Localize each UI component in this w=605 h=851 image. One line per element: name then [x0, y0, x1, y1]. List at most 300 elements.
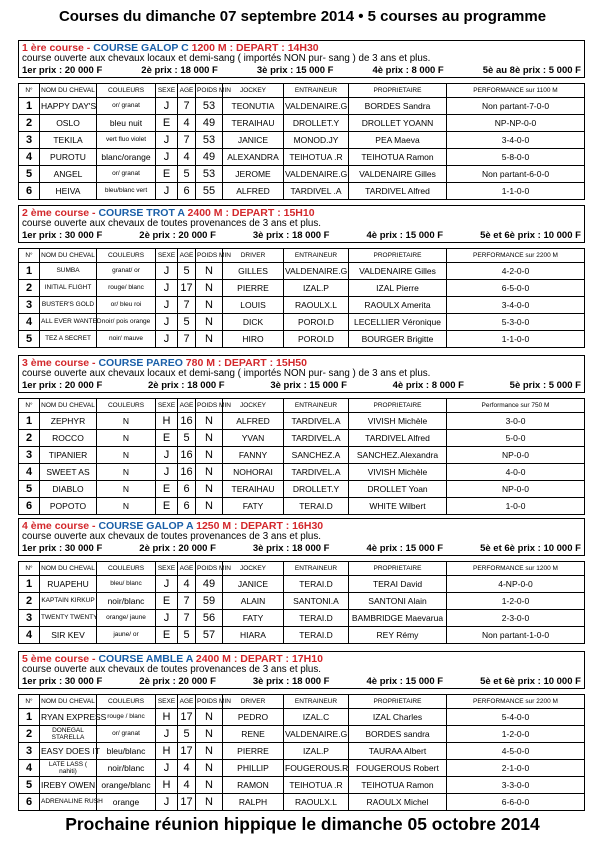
prize-item: 2è prix : 20 000 F [139, 675, 216, 687]
min-weight: N [196, 725, 223, 742]
runners-table [18, 561, 585, 644]
age: 7 [178, 609, 196, 626]
prize-item: 5è et 6è prix : 10 000 F [480, 675, 581, 687]
age: 17 [178, 793, 196, 810]
silks-colors: noir/blanc [97, 759, 156, 776]
trainer: TERAI.D [284, 626, 349, 643]
owner: SANCHEZ.Alexandra [349, 446, 447, 463]
prize-item: 3è prix : 15 000 F [270, 379, 347, 391]
performance: 5-8-0-0 [447, 148, 585, 165]
prize-item: 4è prix : 8 000 F [372, 64, 444, 76]
trainer: TERAI.D [284, 609, 349, 626]
prize-item: 2è prix : 18 000 F [148, 379, 225, 391]
prize-list [22, 543, 581, 554]
age: 5 [178, 313, 196, 330]
prize-item: 1er prix : 20 000 F [22, 379, 103, 391]
prize-item: 4è prix : 8 000 F [392, 379, 464, 391]
rider: JEROME [223, 165, 284, 182]
column-header: AGE [178, 83, 196, 97]
column-header: COULEURS [97, 248, 156, 262]
horse-name: KAPTAIN KIRKUP [40, 592, 97, 609]
trainer: POROI.D [284, 330, 349, 347]
prize-list [22, 65, 581, 76]
runner-number: 2 [19, 592, 40, 609]
race-title: 3 ème course - COURSE PAREO 780 M : DEPART : 15H50 [22, 357, 307, 369]
trainer: DROLLET.Y [284, 480, 349, 497]
min-weight: N [196, 296, 223, 313]
min-weight: N [196, 742, 223, 759]
runner-number: 4 [19, 313, 40, 330]
performance: 4-5-0-0 [447, 742, 585, 759]
table-row [19, 708, 585, 725]
min-weight: 57 [196, 626, 223, 643]
performance: 1-2-0-0 [447, 725, 585, 742]
race-number: 5 ème course [22, 653, 90, 665]
rider: FANNY [223, 446, 284, 463]
race-distance-start: 1250 M : DEPART : 16H30 [196, 520, 324, 532]
horse-name: DIABLO [40, 480, 97, 497]
sex: J [156, 182, 178, 199]
race-number: 2 ème course [22, 207, 90, 219]
owner: BAMBRIDGE Maevarua [349, 609, 447, 626]
prize-item: 5è et 6è prix : 10 000 F [480, 229, 581, 241]
column-header: AGE [178, 694, 196, 708]
horse-name: ANGEL [40, 165, 97, 182]
min-weight: N [196, 759, 223, 776]
performance: 6-5-0-0 [447, 279, 585, 296]
runner-number: 1 [19, 97, 40, 114]
age: 5 [178, 165, 196, 182]
sex: H [156, 412, 178, 429]
sex: J [156, 279, 178, 296]
age: 6 [178, 497, 196, 514]
silks-colors: jaune/ or [97, 626, 156, 643]
trainer: TEIHOTUA .R [284, 776, 349, 793]
column-header: PROPRIETAIRE [349, 398, 447, 412]
runner-number: 3 [19, 296, 40, 313]
performance: 4-2-0-0 [447, 262, 585, 279]
prize-item: 3è prix : 18 000 F [252, 229, 330, 241]
runner-number: 5 [19, 165, 40, 182]
column-header: POIDS MIN [196, 248, 223, 262]
silks-colors: rouge / blanc [97, 708, 156, 725]
performance: 1-1-0-0 [447, 330, 585, 347]
age: 7 [178, 97, 196, 114]
rider: NOHORAI [223, 463, 284, 480]
trainer: POROI.D [284, 313, 349, 330]
column-header: PROPRIETAIRE [349, 694, 447, 708]
column-header: SEXE [156, 694, 178, 708]
column-header: N° [19, 694, 40, 708]
silks-colors: N [97, 480, 156, 497]
trainer: RAOULX.L [284, 296, 349, 313]
rider: TERAIHAU [223, 480, 284, 497]
silks-colors: blanc/orange [97, 148, 156, 165]
table-row [19, 279, 585, 296]
trainer: TARDIVEL.A [284, 412, 349, 429]
age: 7 [178, 330, 196, 347]
rider: RENE [223, 725, 284, 742]
rider: ALFRED [223, 412, 284, 429]
owner: IZAL Pierre [349, 279, 447, 296]
owner: REY Rémy [349, 626, 447, 643]
horse-name: HAPPY DAY'S [40, 97, 97, 114]
age: 6 [178, 182, 196, 199]
column-header: PROPRIETAIRE [349, 83, 447, 97]
silks-colors: bleu/blanc [97, 742, 156, 759]
race-title: 4 ème course - COURSE GALOP A 1250 M : DEPART : 16H30 [22, 520, 324, 532]
horse-name: EASY DOES IT [40, 742, 97, 759]
owner: TERAI David [349, 575, 447, 592]
sex: J [156, 793, 178, 810]
rider: HIARA [223, 626, 284, 643]
silks-colors: N [97, 446, 156, 463]
sex: J [156, 330, 178, 347]
trainer: TARDIVEL .A [284, 182, 349, 199]
page-title: Courses du dimanche 07 septembre 2014 • 5 courses au programme [58, 8, 547, 25]
trainer: TARDIVEL.A [284, 463, 349, 480]
owner: VALDENAIRE Gilles [349, 262, 447, 279]
runner-number: 5 [19, 480, 40, 497]
performance: 4-NP-0-0 [447, 575, 585, 592]
race-header [18, 205, 585, 243]
column-header: COULEURS [97, 694, 156, 708]
rider: JANICE [223, 131, 284, 148]
trainer: VALDENAIRE.G [284, 165, 349, 182]
min-weight: 55 [196, 182, 223, 199]
horse-name: PUROTU [40, 148, 97, 165]
owner: TAURAA Albert [349, 742, 447, 759]
prize-item: 4è prix : 15 000 F [366, 542, 444, 554]
age: 17 [178, 708, 196, 725]
silks-colors: granat/ or [97, 262, 156, 279]
silks-colors: noir/blanc [97, 592, 156, 609]
owner: FOUGEROUS Robert [349, 759, 447, 776]
performance: 6-6-0-0 [447, 793, 585, 810]
rider: HIRO [223, 330, 284, 347]
owner: SANTONI Alain [349, 592, 447, 609]
runner-number: 2 [19, 114, 40, 131]
horse-name: SUMBA [40, 262, 97, 279]
prize-item: 3è prix : 15 000 F [256, 64, 334, 76]
rider: PIERRE [223, 279, 284, 296]
owner: VIVISH Michèle [349, 463, 447, 480]
table-header-row [19, 398, 585, 412]
trainer: TEIHOTUA .R [284, 148, 349, 165]
prize-item: 5è prix : 5 000 F [509, 379, 581, 391]
trainer: IZAL.P [284, 742, 349, 759]
horse-name: TEKILA [40, 131, 97, 148]
sex: H [156, 708, 178, 725]
race-distance-start: 2400 M : DEPART : 17H10 [195, 653, 323, 665]
trainer: VALDENAIRE.G [284, 97, 349, 114]
horse-name: TWENTY TWENTY [40, 609, 97, 626]
column-header: POIDS MIN [196, 561, 223, 575]
trainer: VALDENAIRE.G [284, 262, 349, 279]
race-conditions: course ouverte aux chevaux de toutes provenances de 3 ans et plus. [22, 531, 321, 542]
sex: E [156, 626, 178, 643]
performance: 5-3-0-0 [447, 313, 585, 330]
age: 7 [178, 592, 196, 609]
owner: DROLLET Yoan [349, 480, 447, 497]
sex: J [156, 759, 178, 776]
min-weight: N [196, 412, 223, 429]
table-row [19, 592, 585, 609]
min-weight: 49 [196, 148, 223, 165]
prize-item: 1er prix : 20 000 F [22, 64, 103, 76]
rider: YVAN [223, 429, 284, 446]
table-row [19, 626, 585, 643]
age: 4 [178, 148, 196, 165]
column-header: Performance sur 750 M [447, 398, 585, 412]
horse-name: HEIVA [40, 182, 97, 199]
silks-colors: noir/ mauve [97, 330, 156, 347]
table-row [19, 575, 585, 592]
runner-number: 2 [19, 429, 40, 446]
performance: Non partant-1-0-0 [447, 626, 585, 643]
column-header: DRIVER [223, 694, 284, 708]
sex: J [156, 262, 178, 279]
table-row [19, 313, 585, 330]
race-section [18, 518, 585, 644]
table-row [19, 742, 585, 759]
horse-name: OSLO [40, 114, 97, 131]
rider: PHILLIP [223, 759, 284, 776]
race-header [18, 518, 585, 556]
prize-item: 2è prix : 20 000 F [139, 542, 216, 554]
performance: 2-3-0-0 [447, 609, 585, 626]
table-row [19, 148, 585, 165]
sex: J [156, 97, 178, 114]
sex: J [156, 575, 178, 592]
race-name: COURSE TROT A [98, 207, 185, 219]
runner-number: 1 [19, 575, 40, 592]
column-header: NOM DU CHEVAL [40, 561, 97, 575]
column-header: NOM DU CHEVAL [40, 248, 97, 262]
sex: J [156, 725, 178, 742]
owner: TEIHOTUA Ramon [349, 776, 447, 793]
silks-colors: N [97, 429, 156, 446]
age: 4 [178, 114, 196, 131]
sex: E [156, 497, 178, 514]
trainer: IZAL.C [284, 708, 349, 725]
performance: 3-3-0-0 [447, 776, 585, 793]
runners-table [18, 398, 585, 515]
sex: J [156, 296, 178, 313]
column-header: SEXE [156, 561, 178, 575]
horse-name: INITIAL FLIGHT [40, 279, 97, 296]
sex: J [156, 609, 178, 626]
owner: WHITE Wilbert [349, 497, 447, 514]
runner-number: 1 [19, 262, 40, 279]
prize-item: 1er prix : 30 000 F [22, 675, 103, 687]
column-header: SEXE [156, 83, 178, 97]
age: 4 [178, 759, 196, 776]
table-row [19, 429, 585, 446]
performance: 1-1-0-0 [447, 182, 585, 199]
column-header: ENTRAINEUR [284, 83, 349, 97]
table-row [19, 330, 585, 347]
min-weight: N [196, 776, 223, 793]
rider: RAMON [223, 776, 284, 793]
runner-number: 4 [19, 626, 40, 643]
age: 4 [178, 575, 196, 592]
silks-colors: orange/ jaune [97, 609, 156, 626]
table-row [19, 776, 585, 793]
rider: PEDRO [223, 708, 284, 725]
performance: NP-0-0 [447, 446, 585, 463]
column-header: COULEURS [97, 83, 156, 97]
column-header: POIDS MIN [196, 83, 223, 97]
runner-number: 6 [19, 497, 40, 514]
column-header: COULEURS [97, 561, 156, 575]
horse-name: ALL EVER WANTED [40, 313, 97, 330]
table-row [19, 463, 585, 480]
age: 16 [178, 446, 196, 463]
runner-number: 3 [19, 742, 40, 759]
column-header: AGE [178, 398, 196, 412]
age: 5 [178, 725, 196, 742]
min-weight: 49 [196, 114, 223, 131]
silks-colors: or/ bleu roi [97, 296, 156, 313]
silks-colors: or/ granat [97, 97, 156, 114]
performance: 2-1-0-0 [447, 759, 585, 776]
race-distance-start: 2400 M : DEPART : 15H10 [187, 207, 315, 219]
age: 16 [178, 412, 196, 429]
min-weight: 56 [196, 609, 223, 626]
prize-item: 1er prix : 30 000 F [22, 542, 103, 554]
table-row [19, 182, 585, 199]
performance: 1-2-0-0 [447, 592, 585, 609]
silks-colors: or/ granat [97, 165, 156, 182]
column-header: ENTRAINEUR [284, 561, 349, 575]
column-header: AGE [178, 248, 196, 262]
horse-name: SWEET AS [40, 463, 97, 480]
owner: VALDENAIRE Gilles [349, 165, 447, 182]
race-header [18, 40, 585, 78]
runner-number: 1 [19, 412, 40, 429]
min-weight: N [196, 313, 223, 330]
horse-name: TIPANIER [40, 446, 97, 463]
horse-name: ADRENALINE RUSH [40, 793, 97, 810]
trainer: DROLLET.Y [284, 114, 349, 131]
min-weight: 49 [196, 575, 223, 592]
column-header: NOM DU CHEVAL [40, 694, 97, 708]
prize-item: 1er prix : 30 000 F [22, 229, 103, 241]
owner: BOURGER Brigitte [349, 330, 447, 347]
prize-list [22, 676, 581, 687]
min-weight: N [196, 463, 223, 480]
rider: ALAIN [223, 592, 284, 609]
silks-colors: orange [97, 793, 156, 810]
column-header: DRIVER [223, 248, 284, 262]
min-weight: N [196, 330, 223, 347]
min-weight: N [196, 793, 223, 810]
prize-item: 5è et 6è prix : 10 000 F [480, 542, 581, 554]
performance: 1-0-0 [447, 497, 585, 514]
sex: E [156, 429, 178, 446]
rider: JANICE [223, 575, 284, 592]
rider: FATY [223, 609, 284, 626]
column-header: ENTRAINEUR [284, 398, 349, 412]
runners-table [18, 694, 585, 811]
rider: TERAIHAU [223, 114, 284, 131]
runner-number: 2 [19, 279, 40, 296]
silks-colors: rouge/ blanc [97, 279, 156, 296]
prize-item: 4è prix : 15 000 F [366, 675, 444, 687]
age: 7 [178, 131, 196, 148]
prize-item: 3è prix : 18 000 F [252, 675, 330, 687]
runners-table [18, 248, 585, 348]
table-row [19, 412, 585, 429]
rider: PIERRE [223, 742, 284, 759]
min-weight: N [196, 279, 223, 296]
trainer: RAOULX.L [284, 793, 349, 810]
performance: 3-4-0-0 [447, 296, 585, 313]
table-row [19, 497, 585, 514]
owner: BORDES sandra [349, 725, 447, 742]
table-row [19, 296, 585, 313]
rider: LOUIS [223, 296, 284, 313]
table-header-row [19, 83, 585, 97]
column-header: PERFORMANCE sur 2200 M [447, 694, 585, 708]
column-header: NOM DU CHEVAL [40, 398, 97, 412]
rider: FATY [223, 497, 284, 514]
horse-name: TEZ A SECRET [40, 330, 97, 347]
trainer: VALDENAIRE.G [284, 725, 349, 742]
race-title: 1 ère course - COURSE GALOP C 1200 M : DEPART : 14H30 [22, 42, 319, 54]
trainer: SANTONI.A [284, 592, 349, 609]
owner: VIVISH Michèle [349, 412, 447, 429]
race-number: 1 ère course [22, 42, 84, 54]
race-name: COURSE PAREO [98, 357, 183, 369]
trainer: TERAI.D [284, 575, 349, 592]
sex: J [156, 148, 178, 165]
prize-item: 2è prix : 18 000 F [141, 64, 218, 76]
table-row [19, 446, 585, 463]
column-header: N° [19, 83, 40, 97]
owner: IZAL Charles [349, 708, 447, 725]
silks-colors: bleu nuit [97, 114, 156, 131]
column-header: ENTRAINEUR [284, 248, 349, 262]
performance: Non partant-6-0-0 [447, 165, 585, 182]
horse-name: LATE LASS ( nahiti) [40, 759, 97, 776]
trainer: TARDIVEL.A [284, 429, 349, 446]
sex: E [156, 480, 178, 497]
performance: Non partant-7-0-0 [447, 97, 585, 114]
column-header: N° [19, 561, 40, 575]
race-name: COURSE GALOP C [93, 42, 189, 54]
runner-number: 2 [19, 725, 40, 742]
age: 16 [178, 463, 196, 480]
race-section [18, 355, 585, 515]
min-weight: 53 [196, 97, 223, 114]
trainer: SANCHEZ.A [284, 446, 349, 463]
race-header [18, 355, 585, 393]
owner: BORDES Sandra [349, 97, 447, 114]
table-header-row [19, 248, 585, 262]
min-weight: N [196, 446, 223, 463]
age: 17 [178, 279, 196, 296]
trainer: FOUGEROUS.R [284, 759, 349, 776]
trainer: IZAL.P [284, 279, 349, 296]
horse-name: IREBY OWEN [40, 776, 97, 793]
silks-colors: or/ granat [97, 725, 156, 742]
owner: LECELLIER Véronique [349, 313, 447, 330]
column-header: PERFORMANCE sur 1200 M [447, 561, 585, 575]
race-conditions: course ouverte aux chevaux locaux et demi-sang ( importés NON pur- sang ) de 3 ans et plus. [22, 53, 431, 64]
age: 5 [178, 626, 196, 643]
